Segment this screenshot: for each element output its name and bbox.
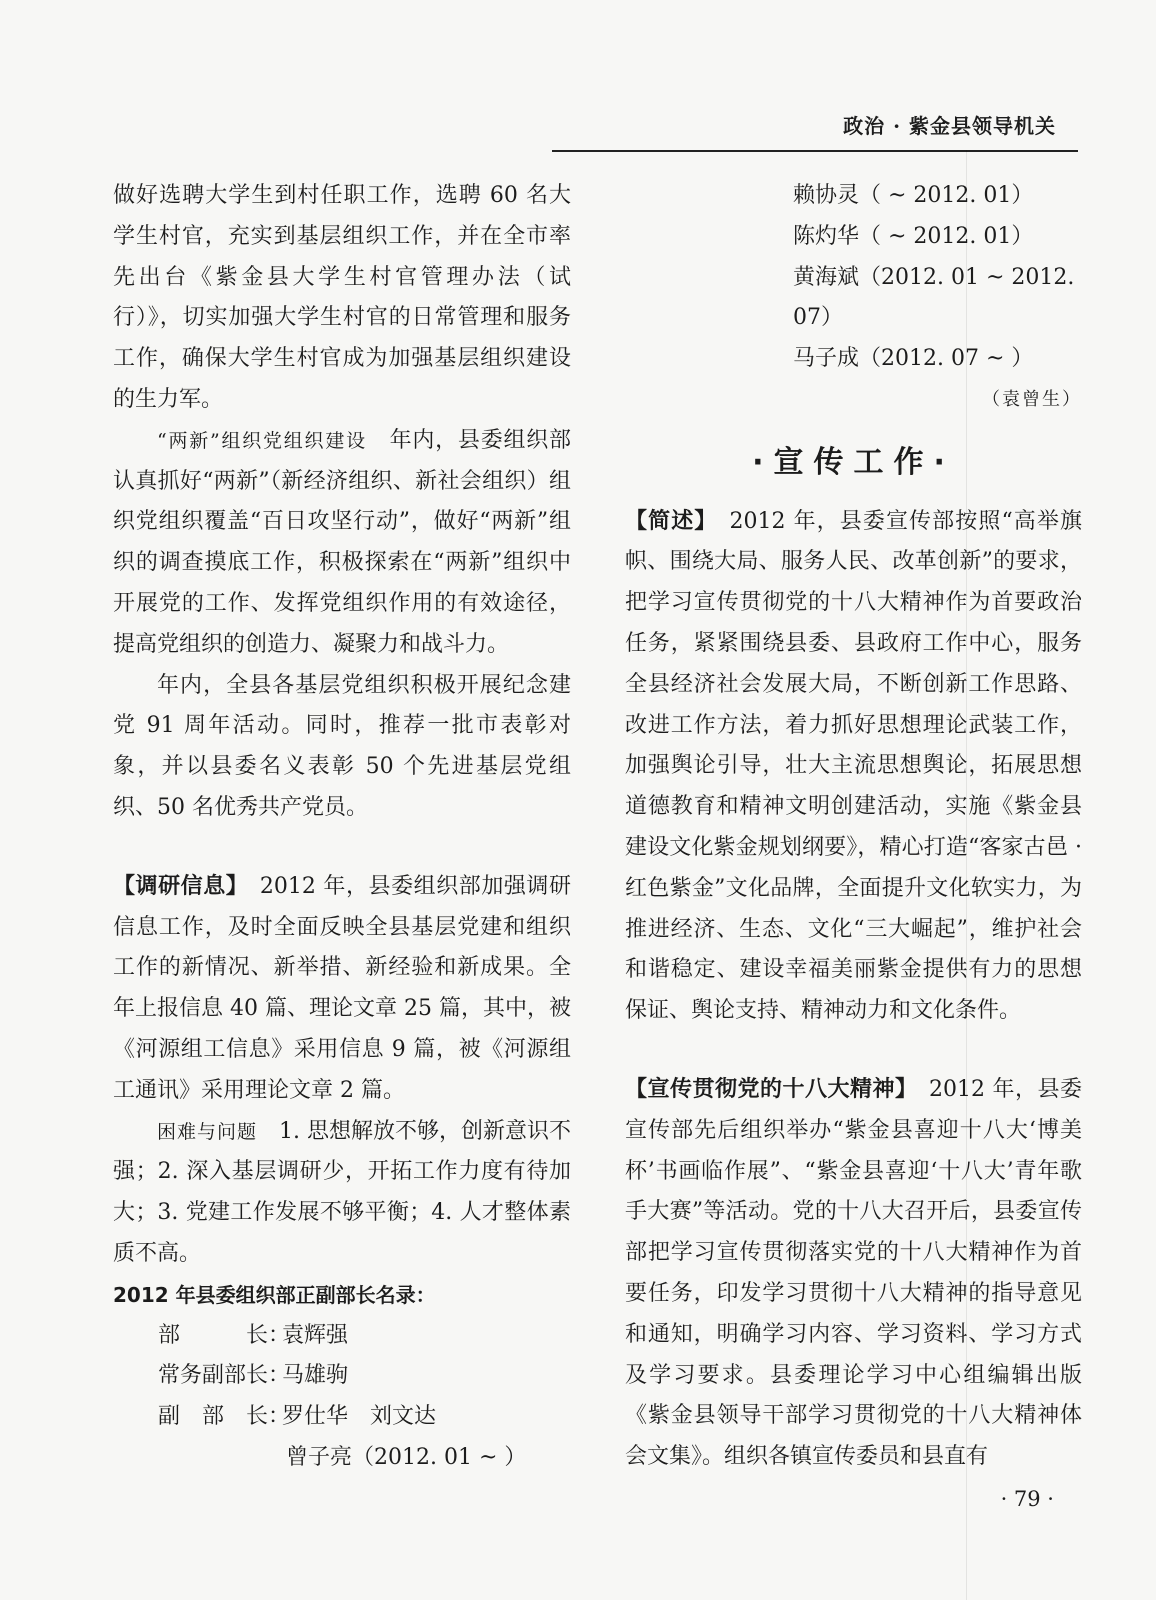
roster-entry: 黄海斌（2012. 01 ~ 2012. 07） xyxy=(793,264,1075,331)
spacer xyxy=(113,829,571,867)
roster-entry: 陈灼华（ ~ 2012. 01） xyxy=(793,223,1034,249)
running-header: 政治 · 紫金县领导机关 xyxy=(843,114,1056,138)
section-label: 【简述】 xyxy=(625,508,707,534)
section-label: 【调研信息】 xyxy=(113,873,238,899)
roster-role: 副 部 长： xyxy=(158,1404,291,1430)
author-credit: （袁曾生） xyxy=(982,388,1082,410)
roster-entry: 马子成（2012. 07 ~ ） xyxy=(793,346,1034,372)
paragraph-text: 2012 年，县委宣传部先后组织举办“紫金县喜迎十八大‘博美杯’书画临作展”、“紫金县喜迎‘十八大’青年歌手大赛”等活动。党的十八大召开后，县委宣传部把学习宣传贯彻落实党的十八大精神作为首要任务，印发学习贯彻十八大精神的指导意见和通知，明确学习内容、学习资料、学习方式及学习要求。县委理论学习中心组编辑出版《紫金县领导干部学习贯彻党的十八大精神体会文集》。组织各镇宣传委员和县直有 xyxy=(625,1076,1082,1470)
paragraph: 年内，全县各基层党组织积极开展纪念建党 91 周年活动。同时，推荐一批市表彰对象，并以县委名义表彰 50 个先进基层党组织、50 名优秀共产党员。 xyxy=(113,672,571,820)
roster-names: 罗仕华 刘文达 xyxy=(282,1404,437,1430)
paragraph-text: 1. 思想解放不够，创新意识不强；2. 深入基层调研少，开拓工作力度有待加大；3. 党建工作发展不够平衡；4. 人才整体素质不高。 xyxy=(113,1118,571,1266)
roster-continued-list xyxy=(625,176,1082,380)
paragraph-text: 年内，县委组织部认真抓好“两新”（新经济组织、新社会组织）组织党组织覆盖“百日攻坚行动”，做好“两新”组织的调查摸底工作，积极探索在“两新”组织中开展党的工作、发挥党组织作用的有效途径，提高党组织的创造力、凝聚力和战斗力。 xyxy=(113,427,571,657)
paragraph xyxy=(625,502,1082,1032)
left-column xyxy=(113,176,571,1479)
roster-row xyxy=(113,1397,571,1438)
roster-title: 2012 年县委组织部正副部长名录： xyxy=(113,1282,436,1307)
section-label: 【宣传贯彻党的十八大精神】 xyxy=(625,1076,907,1102)
paragraph xyxy=(625,1070,1082,1478)
spacer xyxy=(625,1032,1082,1070)
run-in-heading: “两新”组织党组织建设 xyxy=(157,429,367,452)
section-heading: ·宣传工作· xyxy=(752,444,955,480)
paragraph-text: 2012 年，县委组织部加强调研信息工作，及时全面反映全县基层党建和组织工作的新情况、新举措、新经验和新成果。全年上报信息 40 篇、理论文章 25 篇，其中，被《河源组工信息》采用信息 9 篇，被《河源组工通讯》采用理论文章 2 篇。 xyxy=(113,873,571,1103)
roster-names: 马雄驹 xyxy=(282,1363,349,1389)
roster-row xyxy=(113,1356,571,1397)
run-in-heading: 困难与问题 xyxy=(157,1120,258,1143)
roster-role: 部 长： xyxy=(158,1322,291,1348)
roster-continuation: 曾子亮（2012. 01 ~ ） xyxy=(286,1444,527,1470)
paragraph xyxy=(113,421,571,666)
right-column xyxy=(625,176,1082,1478)
roster-entry: 赖协灵（ ~ 2012. 01） xyxy=(793,183,1034,208)
header-rule xyxy=(552,150,1078,152)
paragraph xyxy=(113,867,571,1112)
page-number: · 79 · xyxy=(1000,1487,1054,1511)
roster-names: 袁辉强 xyxy=(282,1322,349,1348)
roster-role: 常务副部长： xyxy=(158,1363,291,1389)
paragraph xyxy=(113,1112,571,1275)
paragraph: 做好选聘大学生到村任职工作，选聘 60 名大学生村官，充实到基层组织工作，并在全市率先出台《紫金县大学生村官管理办法（试行）》，切实加强大学生村官的日常管理和服务工作，确保大学生村官成为加强基层组织建设的生力军。 xyxy=(113,183,571,412)
roster-row xyxy=(113,1316,571,1357)
paragraph-text: 2012 年，县委宣传部按照“高举旗帜、围绕大局、服务人民、改革创新”的要求，把学习宣传贯彻党的十八大精神作为首要政治任务，紧紧围绕县委、县政府工作中心，服务全县经济社会发展大局，不断创新工作思路、改进工作方法，着力抓好思想理论武装工作，加强舆论引导，壮大主流思想舆论，拓展思想道德教育和精神文明创建活动，实施《紫金县建设文化紫金规划纲要》，精心打造“客家古邑 · 红色紫金”文化品牌，全面提升文化软实力，为推进经济、生态、文化“三大崛起”，维护社会和谐稳定、建设幸福美丽紫金提供有力的思想保证、舆论支持、精神动力和文化条件。 xyxy=(625,508,1082,1024)
